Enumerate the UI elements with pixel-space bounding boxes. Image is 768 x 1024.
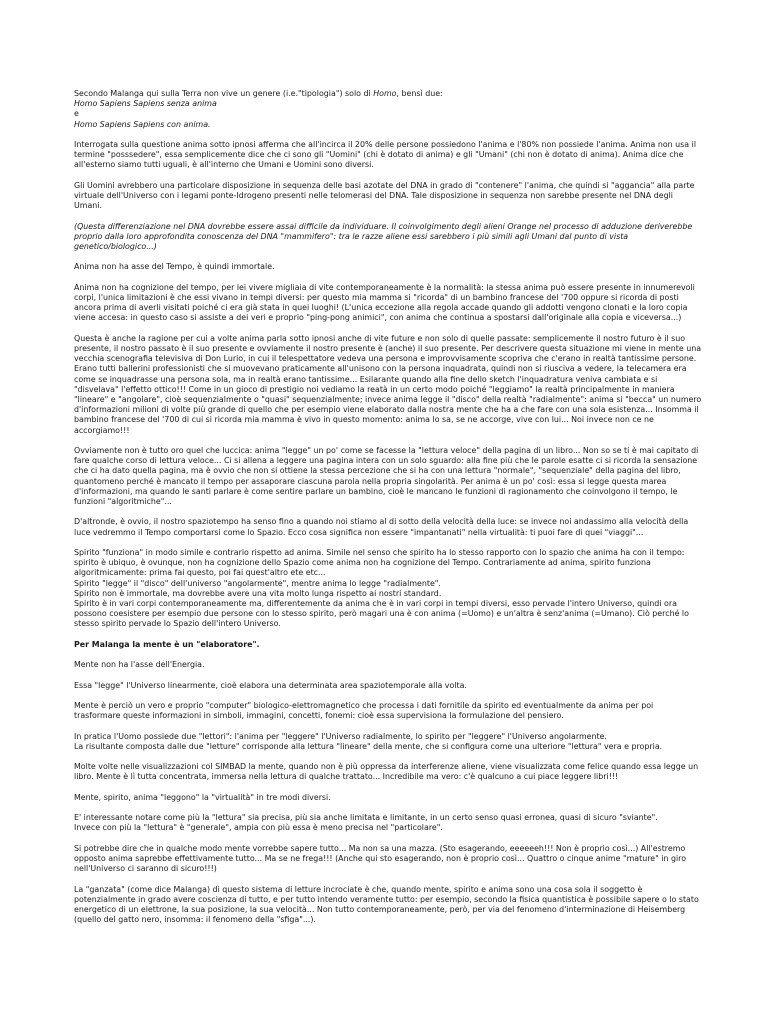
paragraph: La "ganzata" (come dice Malanga) di questo sistema di letture incrociate è che, quando mente, spirito e anima sono una cosa sola il soggetto è potenzialmente in grado avere coscienza di tutto, e per tutto intendo veramente tutto: per esempio, secondo la fisica quantistica è possibile sapere o lo stato energetico di un elettrone, la sua posizione, la sua velocità... Non tutto contemporaneamente, però, per via del fenomeno d'interminazione di Heisemberg (quello del gatto nero, insomma: il fenomeno della "sfiga"...). [74,884,699,925]
paragraph: Molte volte nelle visualizzazioni col SIMBAD la mente, quando non è più oppressa da interferenze aliene, viene visualizzata come felice quando essa legge un libro. Mente è lì tutta concentrata, immersa nella lettura di qualche trattato... Incredibile ma vero: c'è qualcuno a cui piace leggere libri!!! [74,762,699,782]
text-line: Spirito "funziona" in modo simile e contrario rispetto ad anima. Simile nel senso che spirito ha lo stesso rapporto con lo spazio che anima ha con il tempo: spirito è ubiquo, è ovunque, non ha cognizione dello Spazio come anima non ha cognizione del Tempo. Contrariamente ad anima, spirito funziona algoritmicamente: prima fai questo, poi fai quest'altro ete etc... [74,548,685,578]
paragraph-lettura [74,813,702,833]
paragraph: Questa è anche la ragione per cui a volte anima parla sotto ipnosi anche di vite future e non solo di quelle passate: semplicemente il nostro futuro è il suo presente, il nostro passato è il suo presente e ovviamente il nostro presente è (anche) il suo presente. Per descrivere questa situazione mi viene in mente una vecchia scenografia televisiva di Don Lurio, in cui il telespettatore vedeva una persona e improvvisamente scopriva che c'erano in realtà tantissime persone. Erano tutti ballerini professionisti che si muovevano praticamente all'unisono con la persona inquadrata, quindi non si riusciva a vedere, la telecamera era come se inquadrasse una persona sola, ma in realtà erano tantissime... Esilarante quando alla fine dello sketch l'inquadratura veniva cambiata e si "disvelava" l'effetto ottico!!! Come in un gioco di prestigio noi vediamo la reatà in un certo modo poiché "leggiamo" la realtà principalmente in maniera "lineare" e "angolare", cioè sequenzialmente o "quasi" sequenzialmente; invece anima legge il "disco" della realtà "radialmente": anima si "becca" un numero d'informazioni milioni di volte più grande di quello che per esempio viene elaborato dalla nostra mente che ha a che fare con una sola esistenza... Insomma il bambino francese del '700 di cui si ricorda mia mamma è vivo in questo momento: anima lo sa, se ne accorge, vive con lui... Noi invece non ce ne accorgiamo!!! [74,333,702,435]
text-line: In pratica l'Uomo possiede due "lettori": l'anima per "leggere" l'Universo radialmente, lo spirito per "leggere" l'Universo angolarmente. [74,731,607,741]
paragraph: Anima non ha asse del Tempo, è quindi immortale. [74,262,275,272]
paragraph-note: (Questa differenziazione nel DNA dovrebbe essere assai difficile da individuare. Il coinvolgimento degli alieni Orange nel processo di adduzione deriverebbe proprio dalla loro approfondita conoscenza del DNA "mammifero": tra le razze aliene essi sarebbero i più simili agli Umani dal punto di vista genetico/biologico...) [74,221,693,251]
text-line: Spirito "legge" il "disco" dell'universo "angolarmente", mentre anima lo legge "radialmente". [74,578,441,588]
paragraph: Essa "legge" l'Universo linearmente, cioè elabora una determinata area spaziotemporale alla volta. [74,680,467,690]
paragraph: Ovviamente non è tutto oro quel che luccica: anima "legge" un po' come se facesse la "lettura veloce" della pagina di un libro... Non so se ti è mai capitato di fare qualche corso di lettura veloce... Ci si allena a leggere una pagina intera con un solo sguardo: alla fine più che le parole esatte ci si ricorda la sensazione che ci ha dato quella pagina, ma è ovvio che non si ottiene la stessa percezione che si ha con una lettura "normale", "sequenziale" della pagina del libro, quantomeno perché è mancato il tempo per assaporare ciascuna parola nella propria singolarità. Per anima è un po' così: essa si legge questa marea d'informazioni, ma quando le santi parlare è come sentire parlare un bambino, cioè le mancano le funzioni di ragionamento che coinvolgono il tempo, le funzioni "algoritmiche"... [74,446,699,507]
paragraph: Gli Uomini avrebbero una particolare disposizione in sequenza delle basi azotate del DNA in grado di "contenere" l'anima, che quindi si "aggancia" alla parte virtuale dell'Universo con i legami ponte-Idrogeno presenti nelle telomerasi del DNA. Tale disposizione in sequenza non sarebbe presente nel DNA degli Umani. [74,180,695,211]
paragraph-spirito [74,548,702,630]
text-line: e [74,109,79,119]
paragraph: D'altronde, è ovvio, il nostro spaziotempo ha senso fino a quando noi stiamo al di sotto della velocità della luce: se invece noi andassimo alla velocità della luce vedremmo il Tempo comportarsi come lo Spazio. Ecco cosa significa non essere "impantanati" nella virtualità: ti puoi fare di quei "viaggi"... [74,517,689,537]
section-heading: Per Malanga la mente è un "elaboratore". [74,639,260,649]
document-page [74,89,702,936]
italic-term: Homo [373,89,397,98]
paragraph: Si potrebbe dire che in qualche modo mente vorrebbe sapere tutto... Ma non sa una mazza. (Sto esagerando, eeeeeeh!!! Non è proprio così...) All'estremo opposto anima saprebbe effettivamente tutto... Ma se ne frega!!! (Anche qui sto esagerando, non è proprio così... Quattro o cinque anime "mature" in giro nell'Universo ci saranno di sicuro!!!) [74,843,687,874]
text-line: La risultante composta dalle due "letture" corrisponde alla lettura "lineare" della mente, che si configura come una ulteriore "lettura" vera e propria. [74,741,663,751]
text-line: Secondo Malanga qui sulla Terra non vive un genere (i.e."tipologia") solo di [74,89,374,98]
paragraph: Mente non ha l'asse dell'Energia. [74,660,205,670]
text-line: Spirito non è immortale, ma dovrebbe avere una vita molto lunga rispetto ai nostri standard. [74,588,442,598]
paragraph: Interrogata sulla questione anima sotto ipnosi afferma che all'incirca il 20% delle persone possiedono l'anima e l'80% non possiede l'anima. Anima non usa il termine "posssedere", essa semplicemente dice che ci sono gli "Uomini" (chi è dotato di anima) e gli "Umani" (chi non è dotato di anima). Anima dice che all'esterno siamo tutti uguali, è all'interno che Umani e Uomini sono diversi. [74,140,697,170]
paragraph: Mente, spirito, anima "leggono" la "virtualità" in tre modi diversi. [74,792,331,802]
paragraph-lettori [74,732,702,752]
paragraph: Anima non ha cognizione del tempo, per lei vivere migliaia di vite contemporaneamente è la normalità: la stessa anima può essere presente in innumerevoli corpi, l'unica limitazioni è che essi vivano in tempi diversi: per questo mia mamma si "ricorda" di un bambino francese del '700 oppure si ricorda di posti ancora prima di averli visitati poiché ci era già stata in quei luoghi! (L'unica eccezione alla regola accade quando gli addotti vengono clonati e la loro copia viene accesa: in questo caso si assiste a dei veri e proprio "ping-pong animici", con anima che continua a spostarsi dall'originale alla copia e viceversa...) [74,282,695,323]
text-line: Spirito è in vari corpi contemporaneamente ma, differentemente da anima che è in vari corpi in tempi diversi, esso pervade l'intero Universo, quindi ora possono coesistere per esempio due persone con lo stesso spirito, però magari una è con anima (=Uomo) e un'altra è senz'anima (=Umano). Ciò perché lo stesso spirito pervade lo Spazio dell'intero Universo. [74,599,689,629]
paragraph: Mente è perciò un vero e proprio "computer" biologico-elettromagnetico che processa i dati fornitile da spirito ed eventualmente da anima per poi trasformare queste informazioni in simboli, immagini, concetti, fonemi: cioè essa supervisiona la formulazione del pensiero. [74,700,654,721]
text-line: Invece con più la "lettura" è "generale", ampia con più essa è meno precisa nel "particolare". [74,823,443,833]
text-line: Homo Sapiens Sapiens con anima. [74,119,211,129]
text-line: E' interessante notare come più la "lettura" sia precisa, più sia anche limitata e limitante, in un certo senso quasi erronea, quasi di sicuro "sviante". [74,813,658,823]
paragraph-intro: Secondo Malanga qui sulla Terra non vive un genere (i.e."tipologia") solo di Homo, bensì due: Homo Sapiens Sapiens senza anima e Homo Sapiens Sapiens con anima. [74,89,702,130]
text-line: Homo Sapiens Sapiens senza anima [74,99,217,109]
